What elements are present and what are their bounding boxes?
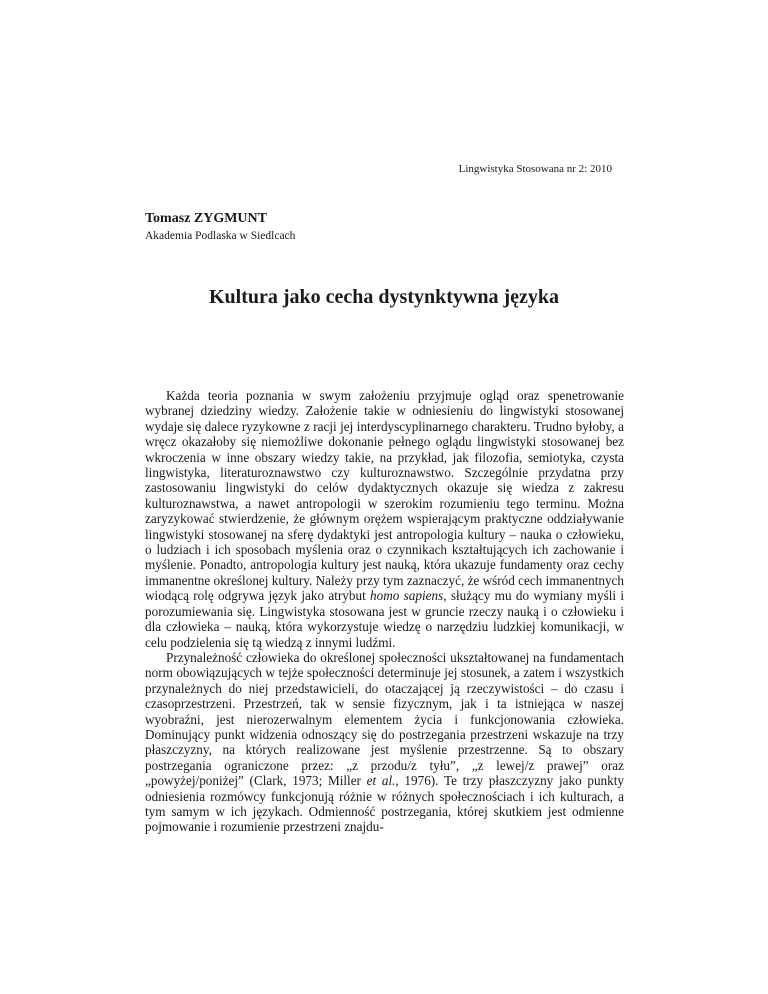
article-body [145,388,624,835]
paragraph-2-italic: et al. [366,773,396,789]
paragraph-1-italic: homo sapiens [370,588,444,604]
paragraph-2 [145,650,624,835]
article-title: Kultura jako cecha dystynktywna języka [208,286,559,308]
paragraph-2-text-b: , 1976). Te trzy płaszczyzny jako punkty odniesienia rozmówcy funkcjonują różnie w różnych społecznościach i ich kulturach, a tym samym w ich językach. Odmienność postrzegania, której skutkiem jest odmienne pojmowanie i rozumienie przestrzeni znajdu- [145,773,624,835]
paragraph-1 [145,388,624,650]
paragraph-1-text-b: , służący mu do wymiany myśli i porozumiewania się. Lingwistyka stosowana jest w gruncie rzeczy nauką i o człowieku i dla człowieka – nauką, która wykorzystuje wiedzę o narzędziu ludzkiej komunikacji, w celu podzielenia się tą wiedzą z innymi ludźmi. [145,588,625,650]
author-name: Tomasz ZYGMUNT [145,211,267,226]
paragraph-2-text-a: Przynależność człowieka do określonej społeczności ukształtowanej na fundamentach norm obowiązujących w tejże społeczności determinuje jej stosunek, a zatem i wszystkich przynależnych do niej przedstawicieli, do otaczającej ją rzeczywistości – do czasu i czasoprzestrzeni. Przestrzeń, tak w sensie fizycznym, jak i ta istniejąca w naszej wyobraźni, jest nierozerwalnym elementem życia i funkcjonowania człowieka. Dominujący punkt widzenia odnoszący się do postrzegania przestrzeni wskazuje na trzy płaszczyzny, na których realizowane jest myślenie przestrzenne. Są to obszary postrzegania ograniczone przez: „z przodu/z tyłu”, „z lewej/z prawej” oraz „powyżej/poniżej” (Clark, 1973; Miller [145,649,624,789]
journal-header: Lingwistyka Stosowana nr 2: 2010 [458,163,612,175]
author-affiliation: Akademia Podlaska w Siedlcach [145,230,296,242]
paragraph-1-text-a: Każda teoria poznania w swym założeniu przyjmuje ogląd oraz spenetrowanie wybranej dziedziny wiedzy. Założenie takie w odniesieniu do lingwistyki stosowanej wydaje się dalece ryzykowne z racji jej interdyscyplinarnego charakteru. Trudno byłoby, a wręcz okazałoby się niemożliwe dokonanie pełnego oglądu lingwistyki stosowanej bez wkroczenia w inne obszary wiedzy takie, na przykład, jak filozofia, semiotyka, czysta lingwistyka, literaturoznawstwo czy kulturoznawstwo. Szczególnie przydatna przy zastosowaniu lingwistyki do celów dydaktycznych okazuje się wiedza z zakresu kulturoznawstwa, a nawet antropologii w szerokim rozumieniu tego terminu. Można zaryzykować stwierdzenie, że głównym orężem wspierającym praktyczne oddziaływanie lingwistyki stosowanej na sferę dydaktyki jest antropologia kultury – nauka o człowieku, o ludziach i ich sposobach myślenia oraz o czynnikach kształtujących ich zachowanie i myślenie. Ponadto, antropologia kultury jest nauką, która ukazuje fundamenty oraz cechy immanentne określonej kultury. Należy przy tym zaznaczyć, że wśród cech immanentnych wiodącą rolę odgrywa język jako atrybut [145,388,624,604]
